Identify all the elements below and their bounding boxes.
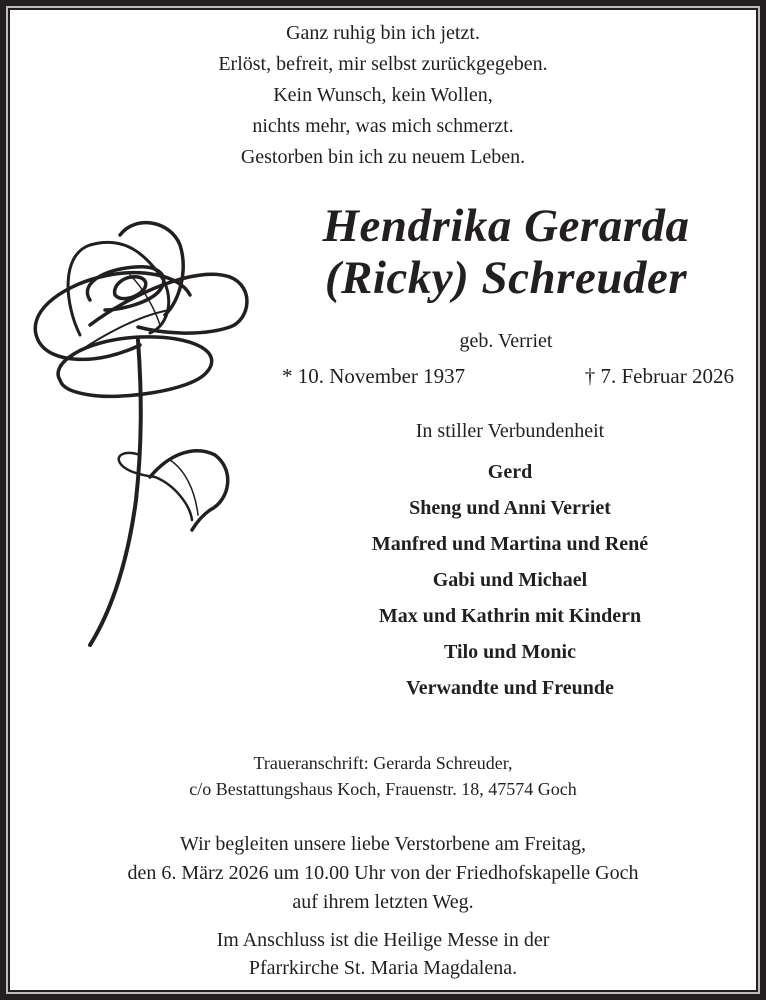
mourners-intro: In stiller Verbundenheit bbox=[415, 420, 605, 442]
deceased-name bbox=[280, 200, 732, 304]
poem-line: Kein Wunsch, kein Wollen, bbox=[273, 84, 493, 106]
mourner: Sheng und Anni Verriet bbox=[409, 497, 611, 519]
address-line-1: Traueranschrift: Gerarda Schreuder, bbox=[253, 753, 513, 773]
mourner: Gabi und Michael bbox=[432, 569, 588, 591]
mourning-address bbox=[0, 750, 766, 802]
mass-line-2: Pfarrkirche St. Maria Magdalena. bbox=[248, 957, 518, 979]
mass-info bbox=[0, 926, 766, 982]
funeral-info bbox=[0, 830, 766, 917]
name-line-2: (Ricky) Schreuder bbox=[324, 252, 688, 304]
poem-line: Ganz ruhig bin ich jetzt. bbox=[286, 22, 480, 44]
rose-line-drawing-icon bbox=[20, 215, 260, 655]
funeral-line-2: den 6. März 2026 um 10.00 Uhr von der Friedhofskapelle Goch bbox=[127, 862, 639, 884]
funeral-line-3: auf ihrem letzten Weg. bbox=[292, 891, 474, 913]
mourner: Tilo und Monic bbox=[444, 641, 576, 663]
poem-line: nichts mehr, was mich schmerzt. bbox=[252, 115, 514, 137]
death-date: † 7. Februar 2026 bbox=[584, 364, 734, 388]
mourner: Max und Kathrin mit Kindern bbox=[378, 605, 642, 627]
poem-line: Gestorben bin ich zu neuem Leben. bbox=[240, 146, 526, 168]
birth-date: * 10. November 1937 bbox=[282, 364, 466, 388]
maiden-name: geb. Verriet bbox=[459, 330, 553, 352]
poem-line: Erlöst, befreit, mir selbst zurückgegeben. bbox=[218, 53, 548, 75]
mourner: Manfred und Martina und René bbox=[371, 533, 649, 555]
mourner: Verwandte und Freunde bbox=[406, 677, 614, 699]
mass-line-1: Im Anschluss ist die Heilige Messe in der bbox=[216, 929, 550, 951]
name-line-1: Hendrika Gerarda bbox=[322, 200, 690, 252]
poem bbox=[0, 18, 766, 173]
funeral-line-1: Wir begleiten unsere liebe Verstorbene am Freitag, bbox=[180, 833, 586, 855]
mourner: Gerd bbox=[487, 461, 533, 483]
address-line-2: c/o Bestattungshaus Koch, Frauenstr. 18, 47574 Goch bbox=[189, 779, 577, 799]
mourners-list bbox=[320, 418, 700, 706]
